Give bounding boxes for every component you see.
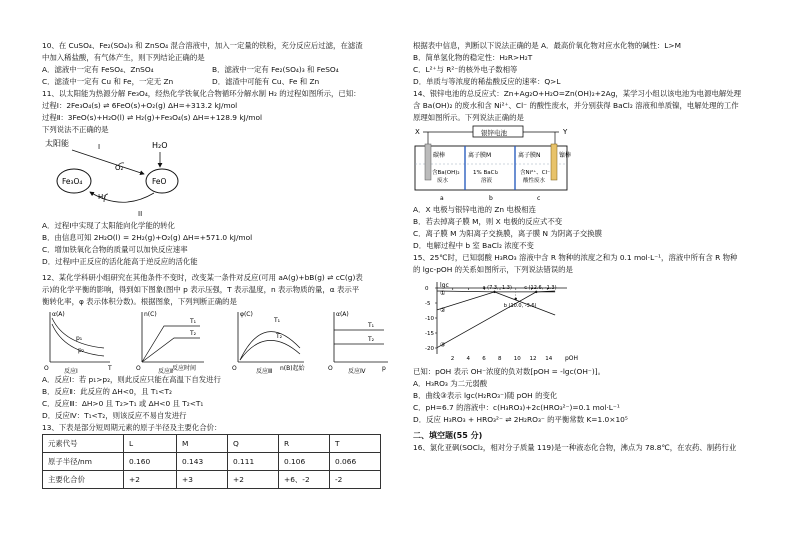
q10-option-c[interactable]: C．滤渣中一定有 Cu 和 Fe，一定无 Zn bbox=[42, 77, 174, 86]
table-row bbox=[43, 453, 381, 471]
g1-ylabel: α(A) bbox=[52, 311, 65, 318]
q14-line3: 原理如图所示。下列说法正确的是 bbox=[413, 113, 524, 122]
q13-option-a[interactable]: 根据表中信息，判断以下说法正确的是 A．最高价氧化物对应水化物的碱性：L>M bbox=[413, 41, 681, 50]
q12-option-b[interactable]: B．反应Ⅱ：此反应的 ΔH<0，且 T₁<T₂ bbox=[42, 387, 172, 396]
battery-label: 银锌电池 bbox=[481, 129, 507, 137]
chamber-a-label: a bbox=[440, 195, 444, 202]
q10-option-a[interactable]: A．滤液中一定有 FeSO₄、ZnSO₄ bbox=[42, 65, 154, 74]
x-tick-label: 6 bbox=[482, 356, 486, 362]
electrode-y-label: Y bbox=[563, 128, 568, 136]
y-tick-label: -20 bbox=[425, 346, 434, 352]
q11-question: 下列说法不正确的是 bbox=[42, 125, 109, 134]
series-label-3: ③ bbox=[440, 341, 446, 349]
g3-caption: 反应Ⅲ bbox=[256, 368, 273, 374]
chamber-c-label: c bbox=[537, 195, 541, 202]
annotation-point bbox=[515, 298, 517, 300]
g3-ylabel: φ(C) bbox=[240, 311, 253, 318]
series-line-1 bbox=[437, 291, 555, 315]
table-cell: +2 bbox=[124, 471, 177, 489]
h2o-label: H₂O bbox=[152, 141, 168, 150]
q10-line2: 中加入稀盐酸，有气体产生，则下列结论正确的是 bbox=[42, 53, 205, 62]
carbon-label: 碳棒 bbox=[433, 152, 446, 159]
q12-line1: 12、某化学科研小组研究在其他条件不变时，改变某一条件对反应(可用 aA(g)+bB(g) ⇌ cC(g)表 bbox=[42, 273, 363, 282]
q11-process1: 过程Ⅰ：2Fe₃O₄(s) ⇌ 6FeO(s)+O₂(g) ΔH=+313.2 kJ/mol bbox=[42, 101, 238, 110]
electrolysis-diagram bbox=[413, 124, 758, 204]
x-tick-label: 14 bbox=[545, 356, 553, 362]
left-column bbox=[42, 40, 392, 489]
graph-reaction-4 bbox=[328, 311, 388, 374]
nickel-rod bbox=[551, 144, 557, 180]
table-cell: 原子半径/nm bbox=[43, 453, 124, 471]
q13-option-c[interactable]: C．L²⁺与 R²⁻的核外电子数相等 bbox=[413, 65, 518, 74]
q12-option-a[interactable]: A．反应Ⅰ：若 p₁>p₂，则此反应只能在高温下自发进行 bbox=[42, 375, 221, 384]
o2-label: O₂ bbox=[115, 164, 124, 172]
q11-option-b[interactable]: B．由信息可知 2H₂O(l) = 2H₂(g)+O₂(g) ΔH=+571.0 kJ/mol bbox=[42, 233, 253, 242]
solution-a-label2: 废水 bbox=[437, 178, 449, 184]
chamber-b-label: b bbox=[489, 195, 493, 202]
g1-caption: 反应Ⅰ bbox=[64, 368, 78, 374]
table-cell: T bbox=[330, 435, 381, 453]
q12-line3: 衡转化率，φ 表示体积分数)。根据图象，下列判断正确的是 bbox=[42, 297, 237, 306]
table-cell: +3 bbox=[177, 471, 228, 489]
q14-option-b[interactable]: B．若去掉离子膜 M，则 X 电极的反应式不变 bbox=[413, 217, 563, 226]
annotation-point bbox=[535, 291, 537, 293]
q13-option-d[interactable]: D．单质与等浓度的稀盐酸反应的速率：Q>L bbox=[413, 77, 561, 86]
table-cell: 主要化合价 bbox=[43, 471, 124, 489]
x-tick-label: 10 bbox=[513, 356, 521, 362]
x-tick-label: 4 bbox=[466, 356, 470, 362]
q11-option-a[interactable]: A．过程Ⅰ中实现了太阳能向化学能的转化 bbox=[42, 221, 175, 230]
series-line-3 bbox=[437, 291, 555, 348]
sun-label: 太阳能 bbox=[45, 139, 69, 148]
annotation-label: c (12.6, -1.3) bbox=[524, 284, 557, 291]
graph-reaction-2 bbox=[136, 311, 204, 374]
q10-option-d[interactable]: D．滤渣中可能有 Cu、Fe 和 Zn bbox=[212, 77, 320, 86]
membrane-n-label: 离子膜N bbox=[518, 152, 541, 159]
g3-origin: O bbox=[232, 365, 237, 372]
table-cell: 0.160 bbox=[124, 453, 177, 471]
process-2-label: II bbox=[138, 210, 143, 218]
table-cell: R bbox=[279, 435, 330, 453]
h2-label: H₂ bbox=[98, 193, 107, 201]
g1-xlabel: T bbox=[108, 365, 112, 372]
g4-caption: 反应Ⅳ bbox=[348, 368, 366, 374]
q11-option-c[interactable]: C．增加铁氧化合物的质量可以加快反应速率 bbox=[42, 245, 188, 254]
q14-option-d[interactable]: D．电解过程中 b 室 BaCl₂ 浓度不变 bbox=[413, 241, 534, 250]
fe-cycle-diagram bbox=[42, 136, 392, 220]
x-tick-label: 8 bbox=[498, 356, 502, 362]
q15-option-c[interactable]: C．pH=6.7 的溶液中：c(H₃RO₃)+2c(HRO₃²⁻)=0.1 mol·L⁻¹ bbox=[413, 403, 620, 412]
q15-line1: 15、25℃时，已知弱酸 H₃RO₃ 溶液中含 R 物种的浓度之和为 0.1 mol·L⁻¹，溶液中所有含 R 物种 bbox=[413, 253, 738, 262]
q15-option-d[interactable]: D．反应 H₃RO₃ + HRO₃²⁻ ⇌ 2H₂RO₃⁻ 的平衡常数 K=1.0×10⁵ bbox=[413, 415, 628, 424]
g1-origin: O bbox=[44, 365, 49, 372]
right-column bbox=[413, 40, 758, 454]
y-tick-label: -15 bbox=[425, 331, 434, 337]
table-cell: Q bbox=[228, 435, 279, 453]
g2-caption: 反应Ⅱ bbox=[158, 368, 173, 374]
g4-origin: O bbox=[328, 365, 333, 372]
table-cell: 0.066 bbox=[330, 453, 381, 471]
g3-curve-t2: T₂ bbox=[276, 333, 283, 340]
y-axis-label: lgc bbox=[440, 282, 449, 289]
table-cell: 元素代号 bbox=[43, 435, 124, 453]
annotation-label: b (10.0, -3.6) bbox=[503, 302, 537, 309]
table-row bbox=[43, 471, 381, 489]
graph-reaction-3 bbox=[232, 311, 306, 374]
g2-curve-t2: T₂ bbox=[190, 330, 197, 337]
series-label-2: ② bbox=[440, 306, 446, 314]
carbon-rod bbox=[425, 144, 431, 180]
table-cell: M bbox=[177, 435, 228, 453]
g4-xlabel: p bbox=[382, 365, 386, 372]
annotation-label: a (7.3, -1.3) bbox=[482, 284, 512, 291]
nickel-label: 镍棒 bbox=[559, 152, 572, 159]
g4-ylabel: α(A) bbox=[336, 311, 349, 318]
q15-option-b[interactable]: B．曲线③表示 lgc(H₂RO₃⁻)随 pOH 的变化 bbox=[413, 391, 558, 400]
series-line-2 bbox=[437, 292, 555, 310]
g1-curve-p2: p₂ bbox=[78, 347, 85, 354]
g4-curve-t2: T₂ bbox=[368, 336, 375, 343]
y-tick-label: -10 bbox=[425, 316, 434, 322]
membrane-m-label: 离子膜M bbox=[468, 152, 492, 159]
y-tick-label: 0 bbox=[425, 286, 429, 292]
electrode-x-label: X bbox=[415, 128, 420, 136]
table-cell: +6、-2 bbox=[279, 471, 330, 489]
solution-c-label2: 酸性废水 bbox=[523, 178, 546, 184]
g2-curve-t1: T₁ bbox=[190, 318, 197, 325]
q10-line1: 10、在 CuSO₄、Fe₂(SO₄)₃ 和 ZnSO₄ 混合溶液中，加入一定量的铁粉，充分反应后过滤，在滤渣 bbox=[42, 41, 363, 50]
table-cell: 0.106 bbox=[279, 453, 330, 471]
q14-line1: 14、银锌电池的总反应式：Zn+Ag₂O+H₂O=Zn(OH)₂+2Ag，某学习小组以该电池为电源电解处理 bbox=[413, 89, 742, 98]
reaction-graphs bbox=[42, 308, 392, 374]
feo-label: FeO bbox=[152, 177, 167, 186]
q15-option-a[interactable]: A．H₃RO₃ 为二元弱酸 bbox=[413, 379, 488, 388]
g2-origin: O bbox=[136, 365, 141, 372]
q11-line1: 11、以太阳能为热源分解 Fe₃O₄，经热化学铁氧化合物循环分解水制 H₂ 的过程如图所示，已知： bbox=[42, 89, 361, 98]
table-row bbox=[43, 435, 381, 453]
q14-option-c[interactable]: C．离子膜 M 为阳离子交换膜，离子膜 N 为阴离子交换膜 bbox=[413, 229, 603, 238]
q11-process2: 过程Ⅱ：3FeO(s)+H₂O(l) ⇌ H₂(g)+Fe₃O₄(s) ΔH=+128.9 kJ/mol bbox=[42, 113, 263, 122]
lgc-poh-chart bbox=[413, 276, 758, 366]
g2-xlabel: 反应时间 bbox=[172, 365, 197, 372]
solution-b-label2: 溶液 bbox=[481, 178, 493, 184]
g4-curve-t1: T₁ bbox=[368, 322, 375, 329]
q13-stem: 13、下表是部分短周期元素的原子半径及主要化合价： bbox=[42, 423, 222, 432]
q12-option-d[interactable]: D．反应Ⅳ：T₁<T₂，则该反应不易自发进行 bbox=[42, 411, 187, 420]
table-cell: +2 bbox=[228, 471, 279, 489]
x-tick-label: 2 bbox=[450, 356, 455, 362]
q16-line1: 16、氯化亚砜(SOCl₂，相对分子质量 119)是一种液态化合物，沸点为 78.8℃，在农药、制药行业 bbox=[413, 443, 737, 452]
element-table bbox=[42, 434, 381, 489]
q12-line2: 示)的化学平衡的影响，得到如下图象(图中 p 表示压强，T 表示温度，n 表示物质的量，α 表示平 bbox=[42, 285, 360, 294]
g1-curve-p1: p₁ bbox=[76, 335, 83, 342]
graph-reaction-1 bbox=[44, 311, 112, 374]
q15-given: 已知：pOH 表示 OH⁻浓度的负对数[pOH = -lgc(OH⁻)]。 bbox=[413, 367, 605, 376]
g3-curve-t1: T₁ bbox=[274, 317, 281, 324]
q12-option-c[interactable]: C．反应Ⅲ：ΔH>0 且 T₂>T₁ 或 ΔH<0 且 T₂<T₁ bbox=[42, 399, 204, 408]
q13-option-b[interactable]: B．简单氢化物的稳定性：H₂R>H₂T bbox=[413, 53, 533, 62]
fe3o4-label: Fe₃O₄ bbox=[62, 177, 83, 186]
q11-option-d[interactable]: D．过程Ⅰ中正反应的活化能高于逆反应的活化能 bbox=[42, 257, 198, 266]
solution-c-label: 含Ni²⁺、Cl⁻ bbox=[520, 170, 551, 176]
solution-b-label: 1% BaCl₂ bbox=[473, 170, 499, 176]
x-axis-label: pOH bbox=[565, 355, 579, 362]
solution-a-label: 含Ba(OH)₂ bbox=[432, 170, 460, 176]
q10-option-b[interactable]: B．滤液中一定有 Fe₂(SO₄)₃ 和 FeSO₄ bbox=[212, 65, 339, 74]
g2-ylabel: n(C) bbox=[144, 311, 157, 318]
table-cell: -2 bbox=[330, 471, 381, 489]
section-2-heading: 二、填空题(55 分) bbox=[413, 431, 483, 440]
process-1-label: I bbox=[98, 143, 101, 151]
annotation-point bbox=[493, 291, 495, 293]
q14-option-a[interactable]: A．X 电极与银锌电池的 Zn 电极相连 bbox=[413, 205, 536, 214]
x-tick-label: 12 bbox=[529, 356, 537, 362]
series-label-1: ① bbox=[440, 290, 446, 297]
table-cell: L bbox=[124, 435, 177, 453]
q15-line2: 的 lgc-pOH 的关系如图所示，下列说法错误的是 bbox=[413, 265, 573, 274]
g3-xlabel: n(B)起始 bbox=[280, 365, 305, 372]
table-cell: 0.111 bbox=[228, 453, 279, 471]
table-cell: 0.143 bbox=[177, 453, 228, 471]
y-tick-label: -5 bbox=[425, 301, 431, 307]
q14-line2: 含 Ba(OH)₂ 的废水和含 Ni²⁺、Cl⁻ 的酸性废水，并分别获得 BaCl₂ 溶液和单质镍，电解处理的工作 bbox=[413, 101, 739, 110]
